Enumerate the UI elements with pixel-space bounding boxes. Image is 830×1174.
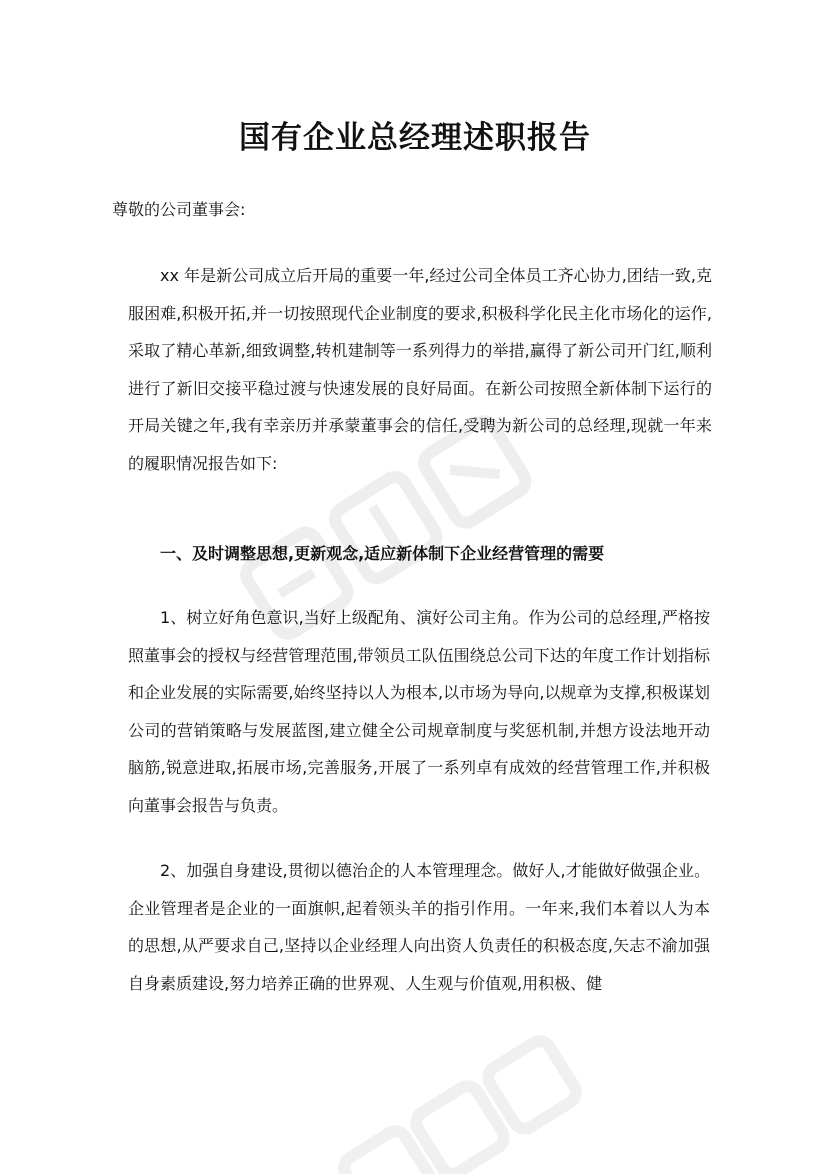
section-heading: 一、及时调整思想,更新观念,适应新体制下企业经营管理的需要 <box>160 544 605 563</box>
paragraph-item-2: 2、加强自身建设,贯彻以德治企的人本管理理念。做好人,才能做好做强企业。企业管理者是企业的一面旗帜,起着领头羊的指引作用。一年来,我们本着以人为本的思想,从严要求自己,坚持以企业经理人向出资人负责任的积极态度,矢志不渝加强自身素质建设,努力培养正确的世界观、人生观与价值观,用积极、健 <box>128 861 710 993</box>
watermark-logo-bottom-graphic <box>323 1019 596 1174</box>
paragraph-item-1: 1、树立好角色意识,当好上级配角、演好公司主角。作为公司的总经理,严格按照董事会的授权与经营管理范围,带领员工队伍围绕总公司下达的年度工作计划指标和企业发展的实际需要,始终坚持以人为根本,以市场为导向,以规章为支撑,积极谋划公司的营销策略与发展蓝图,建立健全公司规章制度与奖惩机制,并想方设法地开动脑筋,锐意进取,拓展市场,完善服务,开展了一系列卓有成效的经营管理工作,并积极向董事会报告与负责。 <box>128 608 710 815</box>
document-title: 国有企业总经理述职报告 <box>239 120 591 156</box>
watermark-logo-bottom <box>323 1019 596 1174</box>
greeting: 尊敬的公司董事会: <box>112 200 246 219</box>
paragraph-intro: xx 年是新公司成立后开局的重要一年,经过公司全体员工齐心协力,团结一致,克服困难,积极开拓,并一切按照现代企业制度的要求,积极科学化民主化市场化的运作,采取了精心革新,细致调整,转机建制等一系列得力的举措,赢得了新公司开门红,顺利进行了新旧交接平稳过渡与快速发展的良好局面。在新公司按照全新体制下运行的开局关键之年,我有幸亲历并承蒙董事会的信任,受聘为新公司的总经理,现就一年来的履职情况报告如下: <box>128 266 712 473</box>
